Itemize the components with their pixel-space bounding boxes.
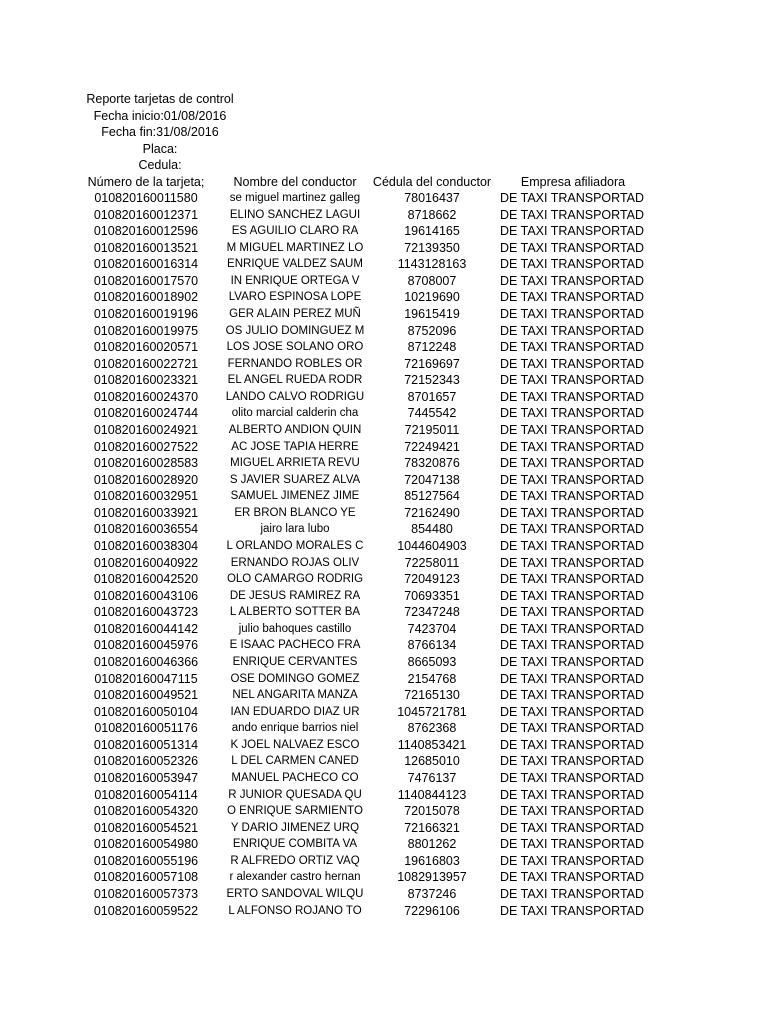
driver-name-text: L ALBERTO SOTTER BA	[229, 606, 361, 619]
card-number-cell: 010820160047115	[94, 671, 198, 686]
driver-id-cell: 72139350	[404, 240, 460, 255]
driver-name-cell	[224, 190, 366, 207]
driver-name-text: LVARO ESPINOSA LOPE	[228, 291, 362, 304]
driver-id-cell: 7445542	[407, 406, 457, 421]
driver-name-text: R ALFREDO ORTIZ VAQ	[230, 854, 360, 867]
driver-name-text: S JAVIER SUAREZ ALVA	[229, 473, 361, 486]
driver-id-cell: 72347248	[404, 605, 460, 620]
card-number-cell: 010820160022721	[93, 356, 199, 371]
driver-id-cell: 7423704	[407, 621, 457, 636]
card-number-cell: 010820160033921	[93, 505, 199, 520]
card-number-cell: 010820160018902	[93, 290, 199, 305]
driver-name-cell	[224, 704, 366, 721]
company-cell: DE TAXI TRANSPORTAD	[500, 572, 645, 587]
driver-name-text: EL ANGEL RUEDA RODR	[227, 374, 363, 387]
driver-id-cell: 854480	[411, 522, 453, 537]
driver-name-text: julio bahoques castillo	[238, 622, 352, 635]
driver-id-cell: 72165130	[404, 688, 460, 703]
company-cell: DE TAXI TRANSPORTAD	[500, 787, 645, 802]
driver-id-cell: 2154768	[407, 671, 457, 686]
card-number-cell: 010820160019975	[93, 323, 199, 338]
card-number-cell: 010820160012371	[93, 207, 199, 222]
company-cell: DE TAXI TRANSPORTAD	[500, 406, 645, 421]
driver-name-text: L ORLANDO MORALES C	[226, 539, 364, 552]
driver-id-cell: 8665093	[407, 654, 457, 669]
driver-id-cell: 72296106	[404, 903, 460, 918]
driver-name-text: ER BRON BLANCO YE	[234, 506, 356, 519]
driver-name-cell	[224, 853, 366, 870]
driver-name-text: ES AGUILIO CLARO RA	[231, 225, 359, 238]
driver-name-cell	[224, 256, 366, 273]
driver-id-cell: 1082913957	[397, 870, 467, 885]
company-cell: DE TAXI TRANSPORTAD	[500, 522, 645, 537]
company-cell: DE TAXI TRANSPORTAD	[500, 638, 645, 653]
driver-id-cell: 72162490	[404, 505, 460, 520]
column-header-driver-name: Nombre del conductor	[233, 174, 357, 189]
company-cell: DE TAXI TRANSPORTAD	[500, 721, 645, 736]
driver-id-cell: 19616803	[404, 853, 460, 868]
card-number-cell: 010820160017570	[93, 273, 199, 288]
driver-name-text: E ISAAC PACHECO FRA	[229, 639, 361, 652]
driver-name-text: Y DARIO JIMENEZ URQ	[230, 821, 360, 834]
driver-name-cell	[224, 687, 366, 704]
driver-name-cell	[224, 869, 366, 886]
card-number-cell: 010820160046366	[93, 654, 199, 669]
driver-name-cell	[224, 289, 366, 306]
driver-id-cell: 72047138	[404, 472, 460, 487]
driver-name-text: R JUNIOR QUESADA QU	[228, 788, 362, 801]
driver-id-cell: 8762368	[407, 721, 457, 736]
driver-name-text: DE JESUS RAMIREZ RA	[229, 589, 361, 602]
driver-id-cell: 78016437	[404, 191, 460, 205]
driver-id-cell: 8752096	[407, 323, 457, 338]
driver-name-cell	[224, 671, 366, 688]
card-number-cell: 010820160024921	[93, 422, 199, 437]
driver-name-cell	[224, 753, 366, 770]
column-header-driver-id: Cédula del conductor	[372, 174, 492, 189]
driver-id-cell: 8708007	[407, 273, 457, 288]
driver-name-cell	[224, 604, 366, 621]
driver-name-text: LOS JOSE SOLANO ORO	[226, 341, 364, 354]
card-number-cell: 010820160054114	[94, 787, 198, 802]
card-number-cell: 010820160027522	[93, 439, 199, 454]
company-cell: DE TAXI TRANSPORTAD	[500, 588, 645, 603]
driver-name-text: OSE DOMINGO GOMEZ	[230, 672, 360, 685]
card-number-cell: 010820160040922	[93, 555, 199, 570]
company-cell: DE TAXI TRANSPORTAD	[500, 555, 645, 570]
driver-name-text: OS JULIO DOMINGUEZ M	[225, 324, 365, 337]
driver-name-cell	[224, 405, 366, 422]
company-cell: DE TAXI TRANSPORTAD	[500, 704, 645, 719]
company-cell: DE TAXI TRANSPORTAD	[500, 737, 645, 752]
driver-name-cell	[224, 770, 366, 787]
company-cell: DE TAXI TRANSPORTAD	[500, 389, 645, 404]
company-cell: DE TAXI TRANSPORTAD	[500, 224, 645, 239]
driver-name-cell	[224, 637, 366, 654]
driver-name-cell	[224, 488, 366, 505]
driver-name-cell	[224, 538, 366, 555]
card-number-cell: 010820160028920	[93, 472, 199, 487]
card-number-cell: 010820160013521	[93, 240, 199, 255]
driver-id-cell: 72195011	[404, 422, 460, 437]
column-header-company: Empresa afiliadora	[520, 174, 626, 189]
card-number-cell: 010820160043106	[93, 588, 199, 603]
driver-name-cell	[224, 505, 366, 522]
company-cell: DE TAXI TRANSPORTAD	[500, 870, 645, 885]
company-cell: DE TAXI TRANSPORTAD	[500, 754, 645, 769]
driver-id-cell: 72049123	[404, 572, 460, 587]
driver-name-text: MANUEL PACHECO CO	[231, 771, 359, 784]
driver-name-text: ELINO SANCHEZ LAGUI	[229, 208, 361, 221]
driver-name-text: ENRIQUE COMBITA VA	[232, 838, 358, 851]
driver-name-text: L ALFONSO ROJANO TO	[228, 904, 362, 917]
driver-name-cell	[224, 555, 366, 572]
column-header-card-number: Número de la tarjeta;	[87, 174, 205, 189]
driver-name-text: O ENRIQUE SARMIENTO	[227, 805, 363, 818]
company-cell: DE TAXI TRANSPORTAD	[500, 340, 645, 355]
driver-id-cell: 70693351	[404, 588, 460, 603]
driver-id-cell: 72152343	[404, 373, 460, 388]
company-cell: DE TAXI TRANSPORTAD	[500, 654, 645, 669]
driver-name-cell	[224, 588, 366, 605]
driver-id-cell: 85127564	[404, 489, 460, 504]
company-cell: DE TAXI TRANSPORTAD	[500, 671, 645, 686]
driver-id-cell: 19615419	[404, 306, 460, 321]
card-number-cell: 010820160028583	[93, 456, 199, 471]
driver-id-cell: 8766134	[407, 638, 457, 653]
driver-name-cell	[224, 455, 366, 472]
card-number-cell: 010820160032951	[93, 489, 199, 504]
fecha-fin: Fecha fin:31/08/2016	[101, 125, 219, 139]
card-number-cell: 010820160050104	[93, 704, 199, 719]
driver-id-cell: 1044604903	[397, 538, 467, 553]
driver-name-text: NEL ANGARITA MANZA	[232, 689, 358, 702]
card-number-cell: 010820160043723	[93, 605, 199, 620]
card-number-cell: 010820160045976	[93, 638, 199, 653]
driver-name-text: ALBERTO ANDION QUIN	[228, 423, 362, 436]
driver-name-text: M MIGUEL MARTINEZ LO	[226, 241, 364, 254]
card-number-cell: 010820160016314	[93, 257, 199, 272]
driver-id-cell: 72249421	[404, 439, 460, 454]
driver-id-cell: 7476137	[407, 770, 457, 785]
driver-name-text: MIGUEL ARRIETA REVU	[230, 457, 360, 470]
card-number-cell: 010820160052326	[93, 754, 199, 769]
card-number-cell: 010820160057373	[93, 886, 199, 901]
company-cell: DE TAXI TRANSPORTAD	[500, 257, 645, 272]
driver-name-cell	[224, 273, 366, 290]
driver-name-cell	[224, 521, 366, 538]
driver-name-cell	[224, 886, 366, 903]
company-cell: DE TAXI TRANSPORTAD	[500, 422, 645, 437]
driver-name-cell	[224, 323, 366, 340]
company-cell: DE TAXI TRANSPORTAD	[500, 505, 645, 520]
driver-name-cell	[224, 356, 366, 373]
driver-name-text: SAMUEL JIMENEZ JIME	[230, 490, 360, 503]
card-number-cell: 010820160024370	[93, 389, 199, 404]
company-cell: DE TAXI TRANSPORTAD	[500, 804, 645, 819]
driver-name-cell	[224, 820, 366, 837]
driver-id-cell: 72166321	[404, 820, 460, 835]
driver-name-text: se miguel martinez galleg	[229, 192, 361, 204]
driver-name-cell	[224, 339, 366, 356]
driver-id-cell: 8712248	[407, 340, 457, 355]
driver-id-cell: 8701657	[407, 389, 457, 404]
driver-name-text: K JOEL NALVAEZ ESCO	[230, 738, 360, 751]
driver-id-cell: 8801262	[407, 837, 457, 852]
driver-name-cell	[224, 306, 366, 323]
company-cell: DE TAXI TRANSPORTAD	[500, 770, 645, 785]
card-number-cell: 010820160019196	[93, 306, 199, 321]
driver-id-cell: 1143128163	[397, 257, 467, 272]
driver-id-cell: 8718662	[407, 207, 457, 222]
card-number-cell: 010820160044142	[93, 621, 199, 636]
card-number-cell: 010820160055196	[93, 853, 199, 868]
card-number-cell: 010820160024744	[93, 406, 199, 421]
driver-name-text: r alexander castro hernan	[229, 871, 361, 884]
company-cell: DE TAXI TRANSPORTAD	[500, 306, 645, 321]
company-cell: DE TAXI TRANSPORTAD	[500, 903, 645, 918]
driver-id-cell: 72258011	[404, 555, 460, 570]
card-number-cell: 010820160057108	[93, 870, 199, 885]
driver-id-cell: 10219690	[404, 290, 460, 305]
card-number-cell: 010820160012596	[93, 224, 199, 239]
driver-name-cell	[224, 472, 366, 489]
company-cell: DE TAXI TRANSPORTAD	[500, 605, 645, 620]
card-number-cell: 010820160038304	[93, 538, 199, 553]
company-cell: DE TAXI TRANSPORTAD	[500, 240, 645, 255]
driver-name-cell	[224, 207, 366, 224]
company-cell: DE TAXI TRANSPORTAD	[500, 456, 645, 471]
driver-name-cell	[224, 422, 366, 439]
driver-name-text: FERNANDO ROBLES OR	[227, 357, 363, 370]
driver-id-cell: 12685010	[404, 754, 460, 769]
driver-name-text: OLO CAMARGO RODRIG	[226, 573, 364, 586]
driver-name-cell	[224, 903, 366, 920]
driver-name-text: ERNANDO ROJAS OLIV	[230, 556, 360, 569]
driver-name-text: ando enrique barrios niel	[231, 722, 359, 735]
company-cell: DE TAXI TRANSPORTAD	[500, 886, 645, 901]
card-number-cell: 010820160011580	[94, 191, 198, 205]
company-cell: DE TAXI TRANSPORTAD	[500, 538, 645, 553]
company-cell: DE TAXI TRANSPORTAD	[500, 688, 645, 703]
company-cell: DE TAXI TRANSPORTAD	[500, 489, 645, 504]
driver-name-text: GER ALAIN PEREZ MUÑ	[229, 307, 361, 320]
company-cell: DE TAXI TRANSPORTAD	[500, 837, 645, 852]
driver-name-cell	[224, 621, 366, 638]
driver-name-cell	[224, 654, 366, 671]
card-number-cell: 010820160059522	[93, 903, 199, 918]
fecha-inicio: Fecha inicio:01/08/2016	[93, 108, 227, 123]
card-number-cell: 010820160054980	[93, 837, 199, 852]
card-number-cell: 010820160042520	[93, 572, 199, 587]
card-number-cell: 010820160053947	[93, 770, 199, 785]
driver-name-cell	[224, 836, 366, 853]
card-number-cell: 010820160051314	[93, 737, 199, 752]
driver-name-text: ERTO SANDOVAL WILQU	[226, 887, 364, 900]
company-cell: DE TAXI TRANSPORTAD	[500, 273, 645, 288]
company-cell: DE TAXI TRANSPORTAD	[500, 191, 645, 205]
driver-name-cell	[224, 223, 366, 240]
driver-name-text: IN ENRIQUE ORTEGA V	[230, 274, 360, 287]
company-cell: DE TAXI TRANSPORTAD	[500, 472, 645, 487]
card-number-cell: 010820160049521	[93, 688, 199, 703]
driver-name-cell	[224, 787, 366, 804]
driver-name-text: olito marcial calderin cha	[231, 407, 359, 420]
driver-name-cell	[224, 571, 366, 588]
driver-name-cell	[224, 737, 366, 754]
driver-id-cell: 19614165	[404, 224, 460, 239]
driver-name-text: AC JOSE TAPIA HERRE	[231, 440, 359, 453]
driver-name-cell	[224, 372, 366, 389]
driver-name-cell	[224, 720, 366, 737]
company-cell: DE TAXI TRANSPORTAD	[500, 356, 645, 371]
driver-id-cell: 72169697	[404, 356, 460, 371]
company-cell: DE TAXI TRANSPORTAD	[500, 820, 645, 835]
card-number-cell: 010820160023321	[93, 373, 199, 388]
driver-id-cell: 8737246	[407, 886, 457, 901]
card-number-cell: 010820160054521	[93, 820, 199, 835]
card-number-cell: 010820160054320	[93, 804, 199, 819]
driver-name-text: ENRIQUE CERVANTES	[232, 655, 358, 668]
driver-name-text: ENRIQUE VALDEZ SAUM	[227, 258, 363, 271]
driver-name-text: LANDO CALVO RODRIGU	[225, 390, 365, 403]
card-number-cell: 010820160020571	[93, 340, 199, 355]
driver-name-cell	[224, 439, 366, 456]
driver-name-text: jairo lara lubo	[260, 523, 330, 536]
company-cell: DE TAXI TRANSPORTAD	[500, 621, 645, 636]
driver-name-text: L DEL CARMEN CANED	[231, 755, 359, 768]
company-cell: DE TAXI TRANSPORTAD	[500, 439, 645, 454]
driver-id-cell: 1140853421	[397, 737, 467, 752]
company-cell: DE TAXI TRANSPORTAD	[500, 290, 645, 305]
company-cell: DE TAXI TRANSPORTAD	[500, 853, 645, 868]
company-cell: DE TAXI TRANSPORTAD	[500, 323, 645, 338]
driver-id-cell: 1045721781	[397, 704, 467, 719]
company-cell: DE TAXI TRANSPORTAD	[500, 207, 645, 222]
company-cell: DE TAXI TRANSPORTAD	[500, 373, 645, 388]
driver-id-cell: 78320876	[404, 456, 460, 471]
driver-name-text: IAN EDUARDO DIAZ UR	[230, 705, 360, 718]
driver-id-cell: 1140844123	[397, 787, 467, 802]
placa-label: Placa:	[142, 141, 178, 156]
report-title: Reporte tarjetas de control	[86, 92, 234, 106]
card-number-cell: 010820160036554	[93, 522, 199, 537]
driver-name-cell	[224, 240, 366, 257]
driver-name-cell	[224, 389, 366, 406]
card-number-cell: 010820160051176	[94, 721, 198, 736]
cedula-label: Cedula:	[138, 158, 182, 172]
driver-name-cell	[224, 803, 366, 820]
driver-id-cell: 72015078	[404, 804, 460, 819]
